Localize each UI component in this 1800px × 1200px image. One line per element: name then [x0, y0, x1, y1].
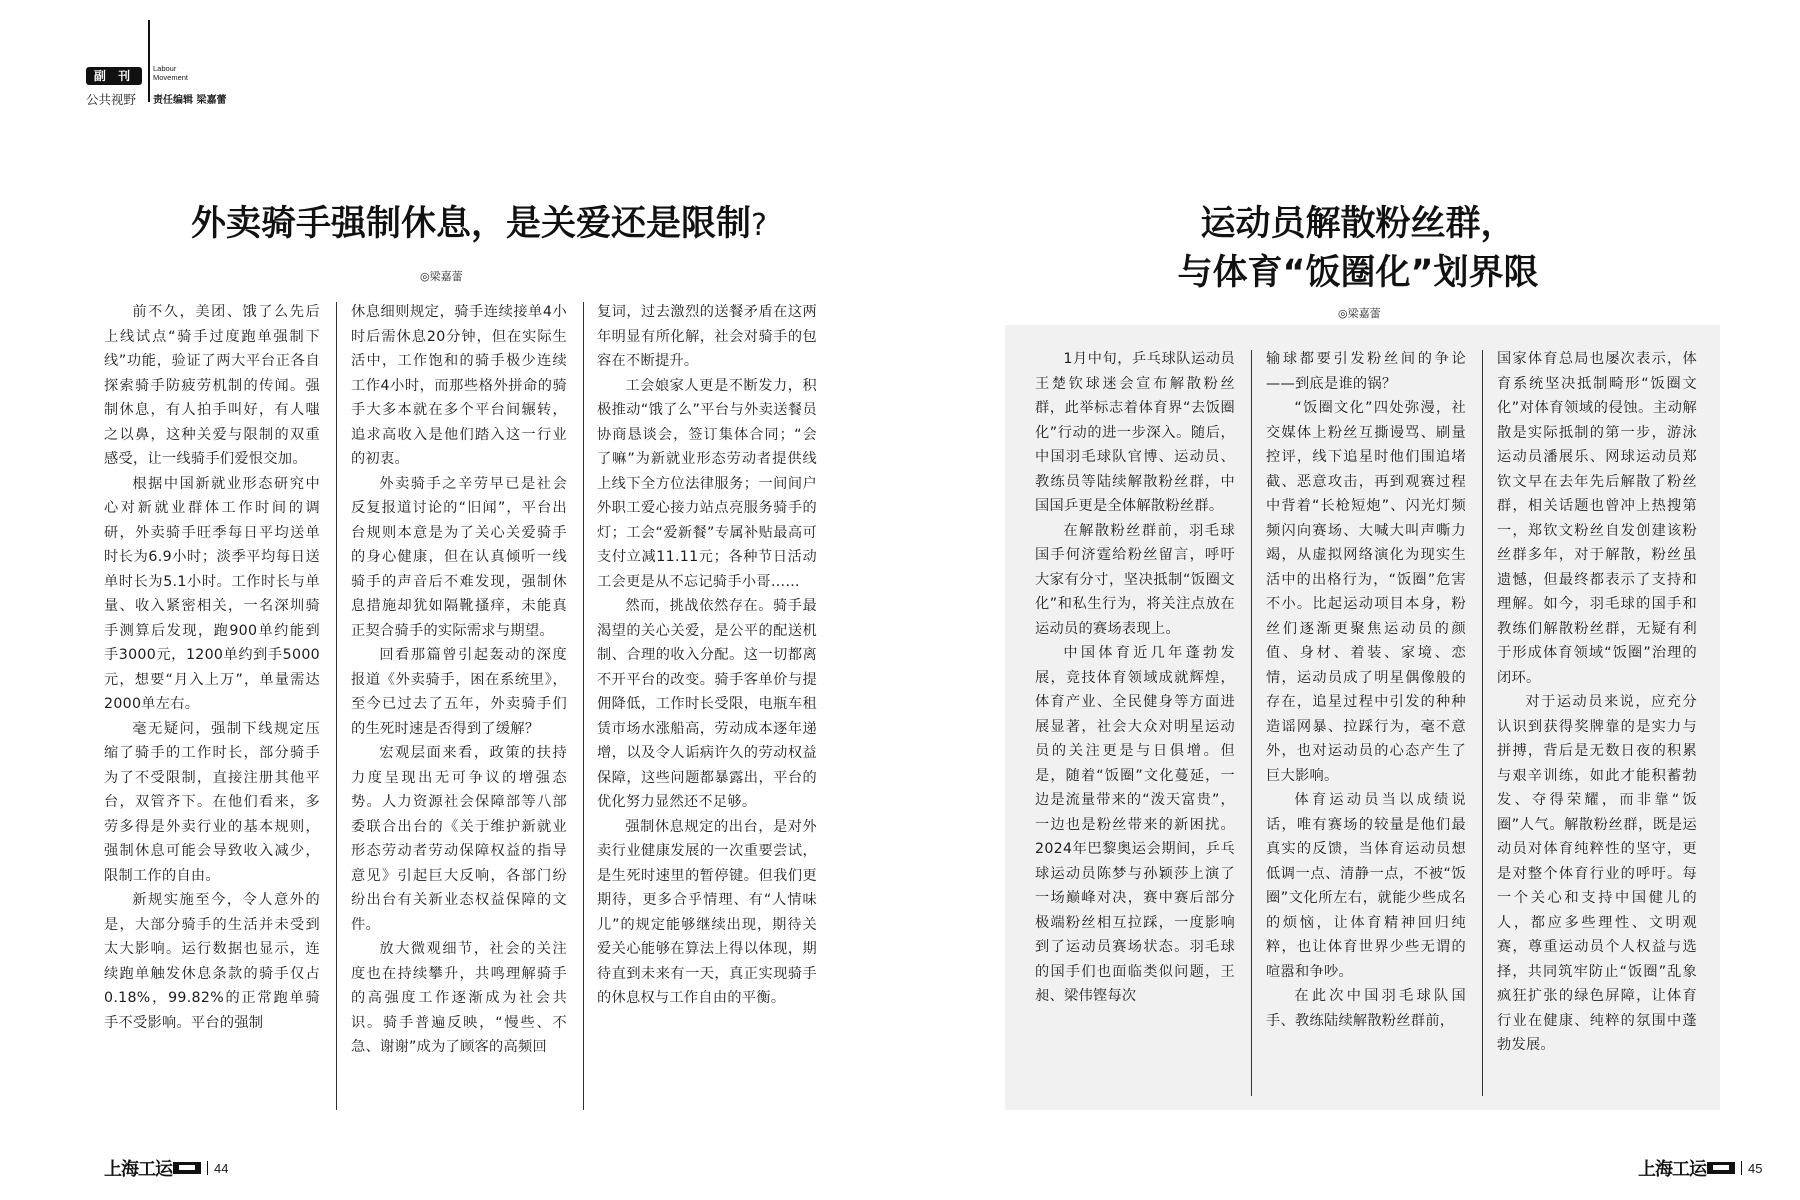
header-divider	[148, 20, 150, 102]
paragraph: 复词，过去激烈的送餐矛盾在这两年明显有所化解，社会对骑手的包容在不断提升。	[597, 304, 817, 369]
paragraph: 在解散粉丝群前，羽毛球国手何济霆给粉丝留言，呼吁大家有分寸，坚决抵制“饭圈文化”和私生行为，将关注点放在运动员的赛场表现上。	[1035, 522, 1235, 637]
left-article-column-2	[351, 300, 567, 1112]
left-page-footer	[104, 1155, 228, 1181]
column-divider	[1251, 350, 1252, 1096]
page-number-separator	[1741, 1161, 1742, 1175]
right-article-title-line-2: 与体育“饭圈化”划界限	[1177, 253, 1539, 293]
logo-mark	[173, 1162, 201, 1174]
paragraph: 然而，挑战依然存在。骑手最渴望的关心关爱，是公平的配送机制、合理的收入分配。这一切都离不开平台的改变。骑手客单价与提佣降低，工作时长受限，电瓶车租赁市场水涨船高，劳动成本逐年递增，以及令人诟病许久的劳动权益保障，这些问题都暴露出，平台的优化努力显然还不足够。	[597, 598, 817, 810]
paragraph: 输球都要引发粉丝间的争论——到底是谁的锅？	[1266, 351, 1466, 392]
right-article-title-line-1: 运动员解散粉丝群，	[1200, 204, 1516, 244]
column-divider	[336, 302, 337, 1110]
logo-mark	[1707, 1162, 1735, 1174]
left-article-byline: ◎梁嘉蕾	[420, 270, 463, 283]
paragraph: 前不久，美团、饿了么先后上线试点“骑手过度跑单强制下线”功能，验证了两大平台正各自探索骑手防疲劳机制的传闻。强制休息，有人拍手叫好，有人嗤之以鼻，这种关爱与限制的双重感受，让一线骑手们爱恨交加。	[104, 304, 320, 467]
magazine-logo: 上海工运	[1638, 1159, 1706, 1180]
magazine-logo: 上海工运	[104, 1159, 172, 1180]
responsible-editor: 责任编辑 梁嘉蕾	[153, 95, 227, 106]
section-name: 公共视野	[86, 92, 137, 107]
paragraph: 放大微观细节，社会的关注度也在持续攀升，共鸣理解骑手的高强度工作逐渐成为社会共识。骑手普遍反映，“慢些、不急、谢谢”成为了顾客的高频回	[351, 941, 567, 1055]
title-question-mark: ?	[751, 208, 767, 243]
page-number: 44	[214, 1160, 229, 1176]
paragraph: 新规实施至今，令人意外的是，大部分骑手的生活并未受到太大影响。运行数据也显示，连续跑单触发休息条款的骑手仅占0.18%，99.82%的正常跑单骑手不受影响。平台的强制	[104, 892, 320, 1031]
paragraph: 回看那篇曾引起轰动的深度报道《外卖骑手，困在系统里》，至今已过去了五年，外卖骑手们的生死时速是否得到了缓解？	[351, 647, 567, 737]
section-header	[86, 20, 286, 110]
right-page-footer	[1638, 1155, 1762, 1181]
left-article-column-3	[597, 300, 817, 1112]
paragraph: 毫无疑问，强制下线规定压缩了骑手的工作时长，部分骑手为了不受限制，直接注册其他平台，双管齐下。在他们看来，多劳多得是外卖行业的基本规则，强制休息可能会导致收入减少，限制工作的自由。	[104, 720, 320, 884]
right-article-byline: ◎梁嘉蕾	[1338, 307, 1381, 320]
paragraph: 工会娘家人更是不断发力，积极推动“饿了么”平台与外卖送餐员协商恳谈会，签订集体合同；“会了嘛”为新就业形态劳动者提供线上线下全方位法律服务；一间间户外职工爱心接力站点亮服务骑手的灯；工会“爱新餐”专属补贴最高可支付立减11.11元；各种节日活动工会更是从不忘记骑手小哥……	[597, 377, 817, 590]
paragraph: 宏观层面来看，政策的扶持力度呈现出无可争议的增强态势。人力资源社会保障部等八部委联合出台的《关于维护新就业形态劳动者劳动保障权益的指导意见》引起巨大反响，各部门纷纷出台有关新业态权益保障的文件。	[351, 745, 567, 933]
paragraph: 根据中国新就业形态研究中心对新就业群体工作时间的调研，外卖骑手旺季每日平均送单时长为6.9小时；淡季平均每日送单时长为5.1小时。工作时长与单量、收入紧密相关，一名深圳骑手测算后发现，跑900单约能到手3000元，1200单约到手5000元，想要“月入上万”，单量需达2000单左右。	[104, 475, 320, 712]
page-number: 45	[1748, 1160, 1763, 1176]
paragraph: 中国体育近几年蓬勃发展，竞技体育领域成就辉煌，体育产业、全民健身等方面进展显著，社会大众对明星运动员的关注更是与日俱增。但是，随着“饭圈”文化蔓延，一边是流量带来的“泼天富贵”，一边也是粉丝带来的新困扰。2024年巴黎奥运会期间，乒乓球运动员陈梦与孙颖莎上演了一场巅峰对决，赛中赛后部分极端粉丝相互拉踩，一度影响到了运动员赛场状态。羽毛球的国手们也面临类似问题，王昶、梁伟铿每次	[1035, 645, 1235, 1004]
section-english: Labour Movement	[153, 64, 189, 82]
section-badge: 副 刊	[86, 67, 142, 85]
left-article-title: 外卖骑手强制休息，是关爱还是限制?	[191, 204, 767, 244]
paragraph: 外卖骑手之辛劳早已是社会反复报道讨论的“旧闻”，平台出台规则本意是为了关心关爱骑手的身心健康，但在认真倾听一线骑手的声音后不难发现，强制休息措施却犹如隔靴搔痒，未能真正契合骑手的实际需求与期望。	[351, 475, 567, 639]
paragraph: 体育运动员当以成绩说话，唯有赛场的较量是他们最真实的反馈，当体育运动员想低调一点、清静一点，不被“饭圈”文化所左右，就能少些成名的烦恼，让体育精神回归纯粹，也让体育世界少些无谓的喧嚣和争吵。	[1266, 792, 1466, 980]
left-article-column-1	[104, 300, 320, 1112]
paragraph: 1月中旬，乒乓球队运动员王楚钦球迷会宣布解散粉丝群，此举标志着体育界“去饭圈化”行动的进一步深入。随后，中国羽毛球队官博、运动员、教练员等陆续解散粉丝群，中国国乒更是全体解散粉丝群。	[1035, 351, 1235, 514]
paragraph: 国家体育总局也屡次表示，体育系统坚决抵制畸形“饭圈文化”对体育领域的侵蚀。主动解散是实际抵制的第一步，游泳运动员潘展乐、网球运动员郑钦文早在去年先后解散了粉丝群，相关话题也曾冲上热搜第一，郑钦文粉丝自发创建该粉丝群多年，对于解散，粉丝虽遗憾，但最终都表示了支持和理解。如今，羽毛球的国手和教练们解散粉丝群，无疑有利于形成体育领域“饭圈”治理的闭环。	[1497, 351, 1697, 686]
paragraph: 在此次中国羽毛球队国手、教练陆续解散粉丝群前，	[1266, 988, 1466, 1029]
column-divider	[1482, 350, 1483, 1096]
page-number-separator	[207, 1161, 208, 1175]
paragraph: 对于运动员来说，应充分认识到获得奖牌靠的是实力与拼搏，背后是无数日夜的积累与艰辛训练，如此才能积蓄勃发、夺得荣耀，而非靠“饭圈”人气。解散粉丝群，既是运动员对体育纯粹性的坚守，更是对整个体育行业的呼吁。每一个关心和支持中国健儿的人，都应多些理性、文明观赛，尊重运动员个人权益与选择，共同筑牢防止“饭圈”乱象疯狂扩张的绿色屏障，让体育行业在健康、纯粹的氛围中蓬勃发展。	[1497, 694, 1697, 1053]
paragraph: 休息细则规定，骑手连续接单4小时后需休息20分钟，但在实际生活中，工作饱和的骑手极少连续工作4小时，而那些格外拼命的骑手大多本就在多个平台间辗转，追求高收入是他们踏入这一行业的初衷。	[351, 304, 567, 467]
right-article-column-1	[1035, 347, 1235, 1097]
right-article-column-2	[1266, 347, 1466, 1097]
column-divider	[583, 302, 584, 1110]
paragraph: “饭圈文化”四处弥漫，社交媒体上粉丝互撕谩骂、刷量控评，线下追星时他们围追堵截、恶意攻击，再到观赛过程中背着“长枪短炮”、闪光灯频频闪向赛场、大喊大叫声嘶力竭，从虚拟网络演化为现实生活中的出格行为，“饭圈”危害不小。比起运动项目本身，粉丝们逐渐更聚焦运动员的颜值、身材、着装、家境、恋情，运动员成了明星偶像般的存在，追星过程中引发的种种造谣网暴、拉踩行为，毫不意外，也对运动员的心态产生了巨大影响。	[1266, 400, 1466, 784]
right-article-column-3	[1497, 347, 1697, 1097]
paragraph: 强制休息规定的出台，是对外卖行业健康发展的一次重要尝试，是生死时速里的暂停键。但我们更期待，更多合乎情理、有“人情味儿”的规定能够继续出现，期待关爱关心能够在算法上得以体现，期待直到未来有一天，真正实现骑手的休息权与工作自由的平衡。	[597, 818, 817, 1006]
